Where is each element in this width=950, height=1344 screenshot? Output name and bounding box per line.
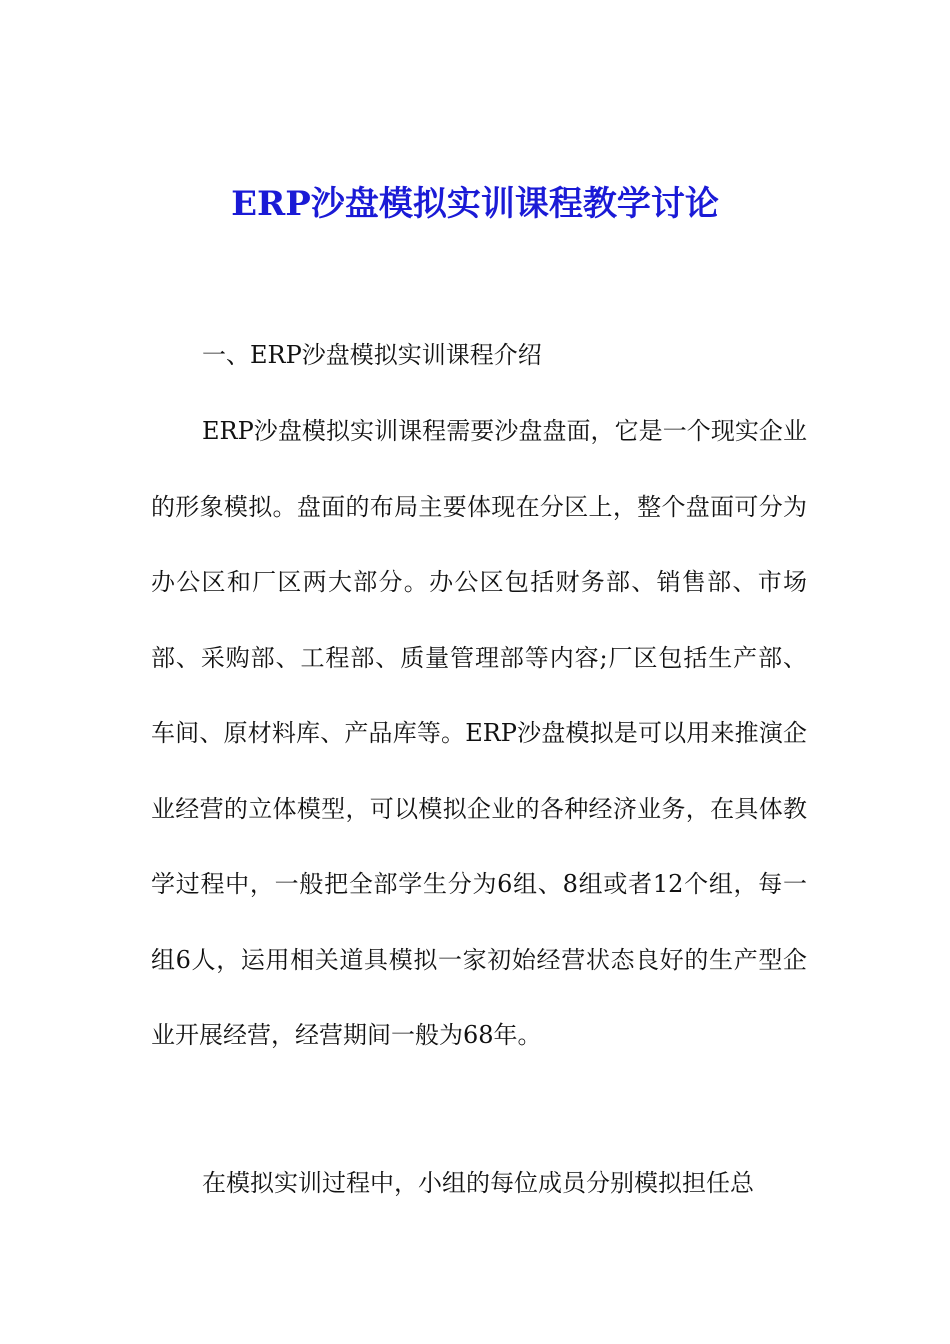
document-title: ERP沙盘模拟实训课程教学讨论: [231, 184, 719, 224]
paragraph-2: 在模拟实训过程中，小组的每位成员分别模拟担任总: [202, 1169, 754, 1197]
paragraph-1: ERP沙盘模拟实训课程需要沙盘盘面，它是一个现实企业的形象模拟。盘面的布局主要体现在分区上，整个盘面可分为办公区和厂区两大部分。办公区包括财务部、销售部、市场部、采购部、工程部、质量管理部等内容;厂区包括生产部、车间、原材料库、产品库等。ERP沙盘模拟是可以用来推演企业经营的立体模型，可以模拟企业的各种经济业务，在具体教学过程中，一般把全部学生分为6组、8组或者12个组，每一组6人，运用相关道具模拟一家初始经营状态良好的生产型企业开展经营，经营期间一般为68年。: [151, 417, 807, 1049]
section-heading: 一、ERP沙盘模拟实训课程介绍: [202, 341, 542, 369]
